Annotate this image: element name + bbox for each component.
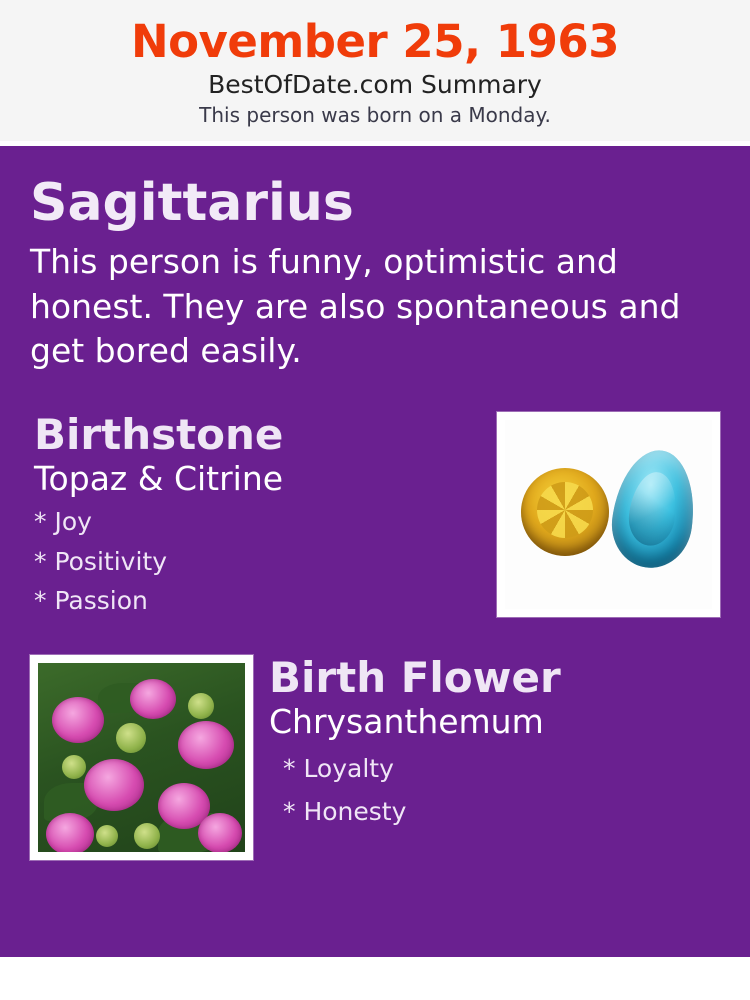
site-summary-label: BestOfDate.com Summary	[208, 70, 542, 100]
birthstone-section	[30, 409, 720, 627]
topaz-gem-icon	[606, 445, 702, 573]
birthstone-trait: * Joy	[34, 507, 92, 537]
birthstone-trait: * Passion	[34, 586, 148, 616]
flower-bud	[96, 825, 118, 847]
birth-flower-text	[269, 652, 720, 842]
birthstone-trait: * Positivity	[34, 546, 167, 576]
flower-bloom	[46, 813, 94, 852]
flower-bloom	[178, 721, 234, 769]
flower-bud	[62, 755, 86, 779]
page-title: November 25, 1963	[130, 15, 620, 68]
birthstone-title: Birthstone	[34, 409, 284, 459]
birth-flower-name: Chrysanthemum	[269, 701, 544, 741]
flower-bud	[188, 693, 214, 719]
birth-flower-trait: * Honesty	[283, 797, 407, 827]
birthstone-text	[30, 409, 485, 627]
birth-flower-trait: * Loyalty	[283, 753, 394, 783]
birthstone-image	[505, 420, 712, 609]
card-header	[0, 0, 750, 146]
flower-bloom	[198, 813, 242, 852]
birthstone-photo	[497, 412, 720, 617]
zodiac-sign-title: Sagittarius	[30, 172, 354, 233]
details-panel	[0, 146, 750, 957]
birth-flower-image	[38, 663, 245, 852]
citrine-gem-icon	[521, 468, 609, 556]
flower-bloom	[84, 759, 144, 811]
birth-flower-title: Birth Flower	[269, 652, 561, 702]
birth-day-note: This person was born on a Monday.	[199, 102, 551, 127]
zodiac-description: This person is funny, optimistic and honest. They are also spontaneous and get bored easily.	[30, 242, 681, 371]
flower-bloom	[52, 697, 104, 743]
flower-bud	[134, 823, 160, 849]
flower-bud	[116, 723, 146, 753]
birth-flower-section	[30, 652, 720, 860]
flower-bloom	[130, 679, 176, 719]
birthstone-name: Topaz & Citrine	[34, 459, 284, 499]
birth-flower-photo	[30, 655, 253, 860]
